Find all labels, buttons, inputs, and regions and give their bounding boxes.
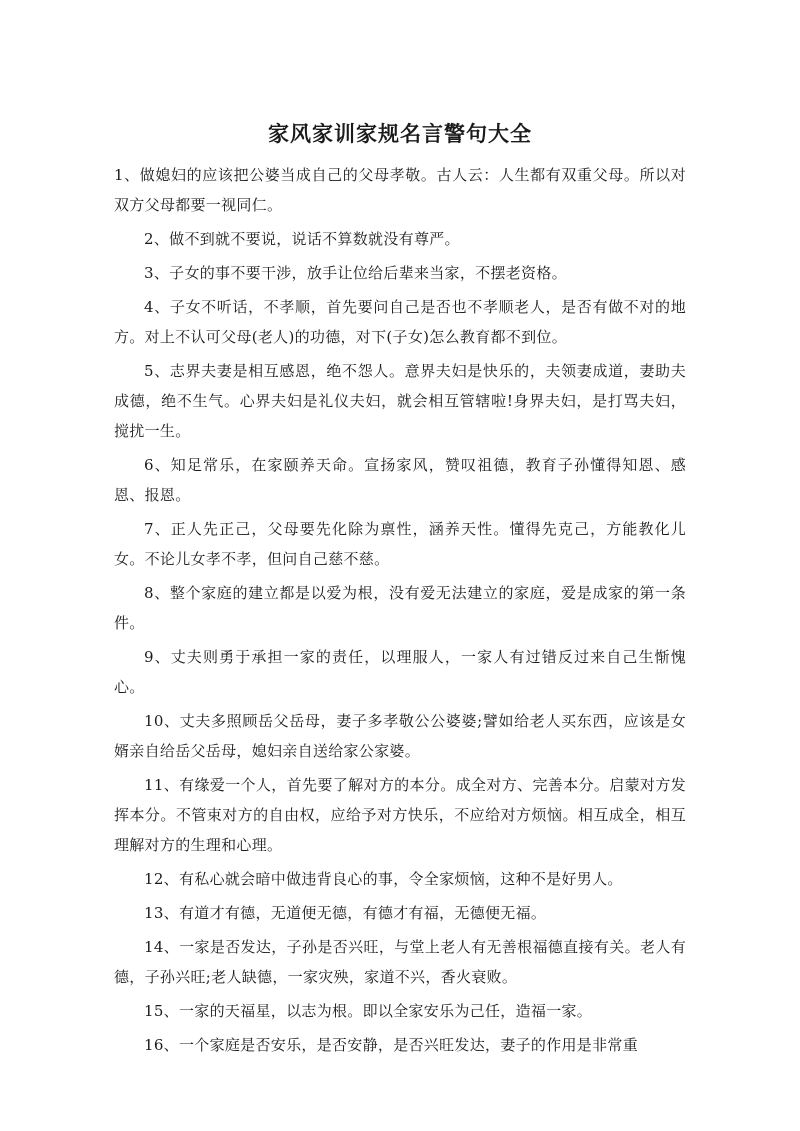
paragraph-4: 4、子女不听话，不孝顺，首先要问自己是否也不孝顺老人，是否有做不对的地方。对上不认可父母(老人)的功德，对下(子女)怎么教育都不到位。 [114,298,686,346]
paragraph-12: 12、有私心就会暗中做违背良心的事，令全家烦恼，这种不是好男人。 [144,870,623,888]
paragraph-11: 11、有缘爱一个人，首先要了解对方的本分。成全对方、完善本分。启蒙对方发挥本分。不管束对方的自由权，应给予对方快乐，不应给对方烦恼。相互成全，相互理解对方的生理和心理。 [114,776,686,854]
paragraph-13: 13、有道才有德，无道便无德，有德才有福，无德便无福。 [144,904,547,922]
paragraph-5: 5、志界夫妻是相互感恩，绝不怨人。意界夫妇是快乐的，夫领妻成道，妻助夫成德，绝不生气。心界夫妇是礼仪夫妇，就会相互管辖啦!身界夫妇，是打骂夫妇，搅扰一生。 [114,362,686,440]
paragraph-2: 2、做不到就不要说，说话不算数就没有尊严。 [144,230,460,248]
paragraph-6: 6、知足常乐，在家颐养天命。宣扬家风，赞叹祖德，教育子孙懂得知恩、感恩、报恩。 [114,456,686,504]
paragraph-8: 8、整个家庭的建立都是以爱为根，没有爱无法建立的家庭，爱是成家的第一条件。 [114,584,686,632]
paragraph-15: 15、一家的天福星，以志为根。即以全家安乐为己任，造福一家。 [144,1002,593,1020]
paragraph-10: 10、丈夫多照顾岳父岳母，妻子多孝敬公公婆婆;譬如给老人买东西，应该是女婿亲自给岳父岳母，媳妇亲自送给家公家婆。 [114,712,686,760]
document-body [114,160,686,1064]
paragraph-1: 1、做媳妇的应该把公婆当成自己的父母孝敬。古人云：人生都有双重父母。所以对双方父母都要一视同仁。 [114,166,686,214]
paragraph-7: 7、正人先正己，父母要先化除为禀性，涵养天性。懂得先克己，方能教化儿女。不论儿女孝不孝，但问自己慈不慈。 [114,520,686,568]
page-title: 家风家训家规名言警句大全 [268,122,532,146]
paragraph-14: 14、一家是否发达，子孙是否兴旺，与堂上老人有无善根福德直接有关。老人有德，子孙兴旺;老人缺德，一家灾殃，家道不兴，香火衰败。 [114,938,686,986]
paragraph-3: 3、子女的事不要干涉，放手让位给后辈来当家，不摆老资格。 [144,264,567,282]
paragraph-9: 9、丈夫则勇于承担一家的责任，以理服人，一家人有过错反过来自己生惭愧心。 [114,648,686,696]
paragraph-16: 16、一个家庭是否安乐，是否安静，是否兴旺发达，妻子的作用是非常重 [144,1036,638,1054]
